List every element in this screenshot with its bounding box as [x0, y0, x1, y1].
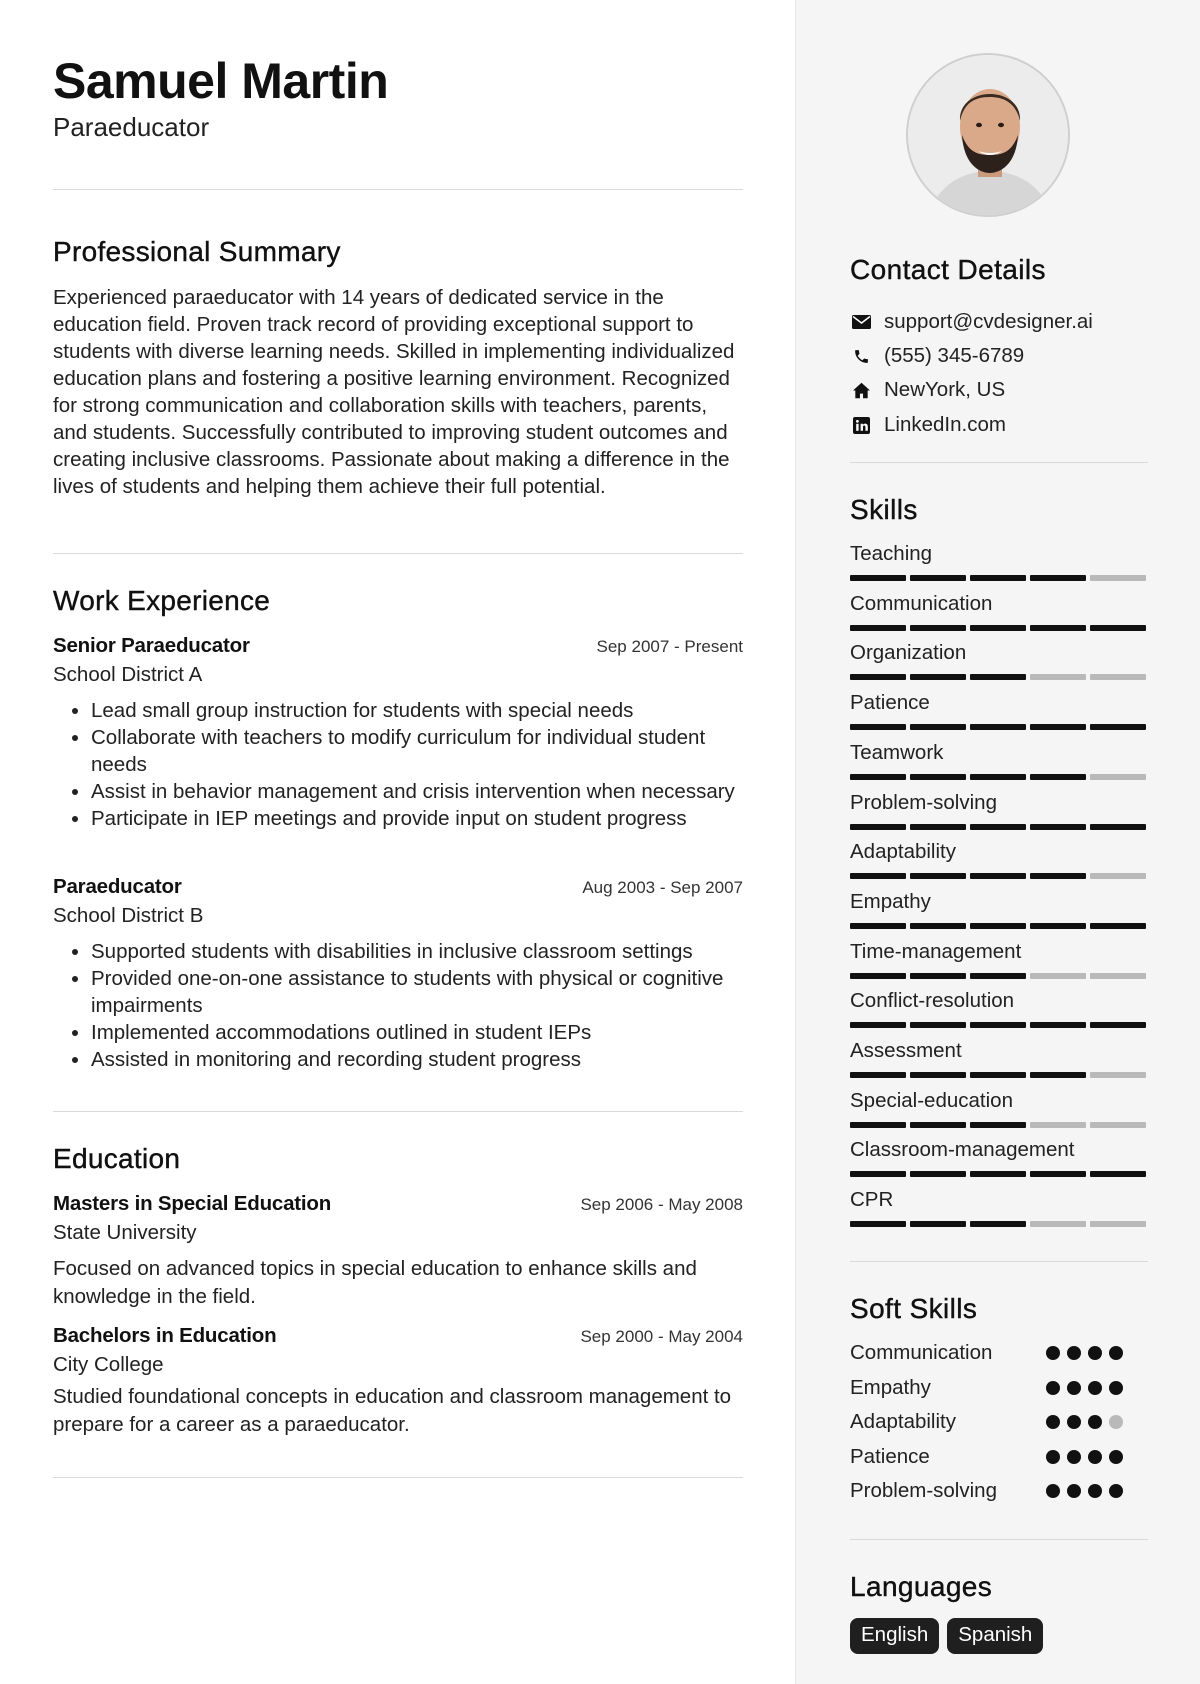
skill-bar-segment — [1030, 824, 1086, 830]
contact-email-text[interactable]: support@cvdesigner.ai — [884, 310, 1093, 333]
soft-skill-label: Communication — [850, 1341, 993, 1364]
skill-bar-segment — [1090, 575, 1146, 581]
divider — [53, 1477, 743, 1478]
list-item: • Participate in IEP meetings and provide input on student progress — [91, 805, 743, 832]
rating-dot — [1046, 1415, 1060, 1429]
education-entry — [53, 1192, 743, 1310]
skill-level-bar — [850, 973, 1148, 979]
skill-bar-segment — [970, 1221, 1026, 1227]
rating-dot — [1109, 1484, 1123, 1498]
divider — [850, 1261, 1148, 1262]
soft-skill-rating — [1046, 1346, 1123, 1360]
skill-bar-segment — [1090, 923, 1146, 929]
skill-item — [850, 592, 1148, 631]
skill-label: Conflict-resolution — [850, 989, 1015, 1013]
job-dates: Aug 2003 - Sep 2007 — [582, 878, 743, 897]
soft-skill-rating — [1046, 1450, 1123, 1464]
divider — [53, 553, 743, 554]
skill-bar-segment — [850, 824, 906, 830]
skill-bar-segment — [1030, 1072, 1086, 1078]
rating-dot — [1067, 1415, 1081, 1429]
skill-item — [850, 741, 1148, 780]
skill-item — [850, 1138, 1148, 1177]
soft-skill-rating — [1046, 1484, 1123, 1498]
skill-bar-segment — [850, 575, 906, 581]
skill-bar-segment — [910, 1072, 966, 1078]
skill-label: Empathy — [850, 889, 931, 913]
rating-dot — [1088, 1346, 1102, 1360]
skill-bar-segment — [1090, 1022, 1146, 1028]
skill-bar-segment — [850, 774, 906, 780]
soft-skill-rating — [1046, 1381, 1123, 1395]
skill-level-bar — [850, 923, 1148, 929]
skill-bar-segment — [970, 1171, 1026, 1177]
divider — [850, 462, 1148, 463]
skill-label: Teaching — [850, 542, 933, 565]
skill-level-bar — [850, 724, 1148, 730]
soft-skills-heading: Soft Skills — [850, 1293, 978, 1324]
soft-skill-item — [850, 1341, 1148, 1365]
list-item: • Lead small group instruction for students with special needs — [91, 697, 743, 724]
skill-bar-segment — [1090, 625, 1146, 631]
soft-skill-label: Adaptability — [850, 1410, 956, 1433]
job-title: Senior Paraeducator — [53, 634, 250, 657]
candidate-title: Paraeducator — [53, 112, 210, 142]
skill-item — [850, 691, 1148, 730]
skill-bar-segment — [1030, 1122, 1086, 1128]
job-bullets — [53, 697, 743, 832]
job-org: School District B — [53, 904, 204, 927]
rating-dot — [1067, 1484, 1081, 1498]
skill-label: Problem-solving — [850, 790, 997, 814]
skill-item — [850, 989, 1148, 1028]
skill-bar-segment — [910, 873, 966, 879]
language-badge: Spanish — [947, 1618, 1043, 1654]
skill-bar-segment — [1090, 1072, 1146, 1078]
skill-level-bar — [850, 774, 1148, 780]
skill-bar-segment — [1030, 923, 1086, 929]
skill-bar-segment — [970, 824, 1026, 830]
skill-bar-segment — [910, 1122, 966, 1128]
rating-dot — [1088, 1450, 1102, 1464]
skill-bar-segment — [970, 774, 1026, 780]
rating-dot — [1109, 1450, 1123, 1464]
skill-bar-segment — [970, 1072, 1026, 1078]
soft-skill-item — [850, 1376, 1148, 1400]
rating-dot — [1109, 1346, 1123, 1360]
list-item: • Provided one-on-one assistance to students with physical or cognitive impairments — [91, 965, 743, 1019]
degree-title: Masters in Special Education — [53, 1192, 332, 1215]
skill-bar-segment — [1090, 973, 1146, 979]
profile-photo — [906, 53, 1070, 217]
skill-bar-segment — [970, 1022, 1026, 1028]
linkedin-icon — [850, 415, 872, 435]
skill-bar-segment — [1090, 1122, 1146, 1128]
skill-bar-segment — [910, 923, 966, 929]
skill-bar-segment — [910, 625, 966, 631]
skill-bar-segment — [910, 1171, 966, 1177]
contact-linkedin-text[interactable]: LinkedIn.com — [884, 413, 1006, 436]
experience-heading: Work Experience — [53, 585, 271, 616]
list-item: • Implemented accommodations outlined in student IEPs — [91, 1019, 743, 1046]
education-desc: Focused on advanced topics in special education to enhance skills and knowledge in the field. — [53, 1257, 697, 1308]
skill-label: Patience — [850, 691, 930, 715]
skill-bar-segment — [1030, 973, 1086, 979]
skill-bar-segment — [850, 1072, 906, 1078]
job-entry — [53, 875, 743, 1073]
education-entry — [53, 1324, 743, 1438]
divider — [53, 1111, 743, 1112]
skill-bar-segment — [850, 1122, 906, 1128]
skill-bar-segment — [1030, 1221, 1086, 1227]
skill-item — [850, 840, 1148, 879]
skill-bar-segment — [970, 625, 1026, 631]
skill-bar-segment — [910, 674, 966, 680]
skill-bar-segment — [970, 724, 1026, 730]
skill-bar-segment — [970, 575, 1026, 581]
skill-bar-segment — [910, 1022, 966, 1028]
skill-label: Teamwork — [850, 740, 944, 764]
skill-bar-segment — [1090, 774, 1146, 780]
contact-linkedin — [850, 413, 1006, 437]
list-item: • Supported students with disabilities in inclusive classroom settings — [91, 938, 743, 965]
skill-bar-segment — [1030, 774, 1086, 780]
soft-skill-item — [850, 1479, 1148, 1503]
contact-heading: Contact Details — [850, 254, 1046, 285]
soft-skill-label: Problem-solving — [850, 1479, 997, 1502]
skill-item — [850, 940, 1148, 979]
skill-bar-segment — [850, 973, 906, 979]
languages-heading: Languages — [850, 1571, 993, 1602]
rating-dot — [1088, 1484, 1102, 1498]
skill-bar-segment — [850, 1022, 906, 1028]
languages-list — [850, 1618, 1043, 1654]
skill-bar-segment — [1090, 824, 1146, 830]
school-name: State University — [53, 1221, 197, 1244]
skill-item — [850, 1039, 1148, 1078]
skill-bar-segment — [1030, 674, 1086, 680]
rating-dot — [1046, 1484, 1060, 1498]
job-org: School District A — [53, 663, 203, 686]
envelope-icon — [850, 312, 872, 332]
skill-bar-segment — [910, 724, 966, 730]
degree-title: Bachelors in Education — [53, 1324, 277, 1347]
contact-email — [850, 310, 1093, 334]
skill-level-bar — [850, 1122, 1148, 1128]
skill-level-bar — [850, 824, 1148, 830]
rating-dot — [1067, 1381, 1081, 1395]
skill-bar-segment — [970, 674, 1026, 680]
skill-level-bar — [850, 1221, 1148, 1227]
education-desc: Studied foundational concepts in education and classroom management to prepare for a career as a paraeducator. — [53, 1385, 732, 1436]
language-badge: English — [850, 1618, 939, 1654]
list-item: • Collaborate with teachers to modify curriculum for individual student needs — [91, 724, 743, 778]
rating-dot — [1088, 1415, 1102, 1429]
skill-bar-segment — [850, 1221, 906, 1227]
skill-bar-segment — [850, 724, 906, 730]
soft-skill-item — [850, 1410, 1148, 1434]
rating-dot — [1046, 1450, 1060, 1464]
contact-location — [850, 378, 1005, 402]
skill-bar-segment — [1030, 625, 1086, 631]
skill-bar-segment — [910, 824, 966, 830]
job-title: Paraeducator — [53, 875, 182, 898]
job-entry — [53, 634, 743, 832]
skill-bar-segment — [1090, 1171, 1146, 1177]
soft-skill-label: Empathy — [850, 1375, 931, 1399]
skill-bar-segment — [910, 575, 966, 581]
skill-item — [850, 791, 1148, 830]
education-dates: Sep 2006 - May 2008 — [580, 1195, 743, 1214]
summary-text: Experienced paraeducator with 14 years of dedicated service in the education field. Proven track record of providing exceptional support to students with diverse learning needs. Skilled in implementing individualized education plans and fostering a positive learning environment. Recognized for strong communication and collaboration skills with teachers, parents, and students. Successfully contributed to improving student outcomes and creating inclusive classrooms. Passionate about making a difference in the lives of students and helping them achieve their full potential. — [53, 286, 735, 498]
skill-bar-segment — [970, 973, 1026, 979]
skill-item — [850, 542, 1148, 581]
soft-skill-rating — [1046, 1415, 1123, 1429]
contact-phone — [850, 344, 1024, 368]
rating-dot — [1109, 1381, 1123, 1395]
skill-bar-segment — [910, 1221, 966, 1227]
skill-level-bar — [850, 575, 1148, 581]
soft-skill-label: Patience — [850, 1444, 930, 1468]
candidate-name: Samuel Martin — [53, 53, 389, 109]
skill-label: CPR — [850, 1188, 894, 1212]
divider — [53, 189, 743, 190]
education-dates: Sep 2000 - May 2004 — [580, 1327, 743, 1346]
education-heading: Education — [53, 1143, 181, 1174]
skill-level-bar — [850, 1072, 1148, 1078]
rating-dot — [1067, 1450, 1081, 1464]
rating-dot — [1088, 1381, 1102, 1395]
list-item: • Assist in behavior management and crisis intervention when necessary — [91, 778, 743, 805]
skill-level-bar — [850, 1171, 1148, 1177]
job-dates: Sep 2007 - Present — [596, 637, 743, 656]
job-bullets — [53, 938, 743, 1073]
skill-bar-segment — [1090, 724, 1146, 730]
skill-bar-segment — [1090, 674, 1146, 680]
skill-label: Classroom-management — [850, 1138, 1075, 1162]
summary-heading: Professional Summary — [53, 236, 341, 267]
skill-label: Assessment — [850, 1039, 962, 1062]
skill-level-bar — [850, 1022, 1148, 1028]
skill-label: Communication — [850, 591, 993, 615]
list-item: • Assisted in monitoring and recording student progress — [91, 1046, 743, 1073]
skill-item — [850, 1188, 1148, 1227]
skill-bar-segment — [910, 774, 966, 780]
skill-bar-segment — [850, 625, 906, 631]
skill-bar-segment — [1030, 575, 1086, 581]
skill-label: Time-management — [850, 939, 1022, 963]
skill-label: Adaptability — [850, 840, 956, 864]
skill-item — [850, 890, 1148, 929]
avatar-portrait — [908, 55, 1070, 217]
skill-bar-segment — [1090, 873, 1146, 879]
contact-phone-text[interactable]: (555) 345-6789 — [884, 344, 1025, 367]
skill-bar-segment — [850, 674, 906, 680]
skill-item — [850, 641, 1148, 680]
school-name: City College — [53, 1353, 164, 1376]
rating-dot — [1109, 1415, 1123, 1429]
skill-bar-segment — [970, 1122, 1026, 1128]
phone-icon — [850, 346, 872, 366]
rating-dot — [1067, 1346, 1081, 1360]
skill-bar-segment — [850, 873, 906, 879]
skill-label: Organization — [850, 641, 967, 665]
skill-level-bar — [850, 674, 1148, 680]
skill-bar-segment — [1030, 1171, 1086, 1177]
rating-dot — [1046, 1346, 1060, 1360]
skill-bar-segment — [910, 973, 966, 979]
skill-bar-segment — [1090, 1221, 1146, 1227]
skill-bar-segment — [850, 923, 906, 929]
contact-location-text: NewYork, US — [884, 378, 1006, 401]
skill-item — [850, 1089, 1148, 1128]
skill-bar-segment — [850, 1171, 906, 1177]
soft-skill-item — [850, 1445, 1148, 1469]
skill-bar-segment — [1030, 1022, 1086, 1028]
skill-bar-segment — [1030, 873, 1086, 879]
skills-heading: Skills — [850, 494, 918, 525]
skill-level-bar — [850, 873, 1148, 879]
skill-bar-segment — [1030, 724, 1086, 730]
skill-label: Special-education — [850, 1088, 1013, 1112]
home-icon — [850, 380, 872, 400]
rating-dot — [1046, 1381, 1060, 1395]
skill-bar-segment — [970, 873, 1026, 879]
divider — [850, 1539, 1148, 1540]
skill-level-bar — [850, 625, 1148, 631]
skill-bar-segment — [970, 923, 1026, 929]
